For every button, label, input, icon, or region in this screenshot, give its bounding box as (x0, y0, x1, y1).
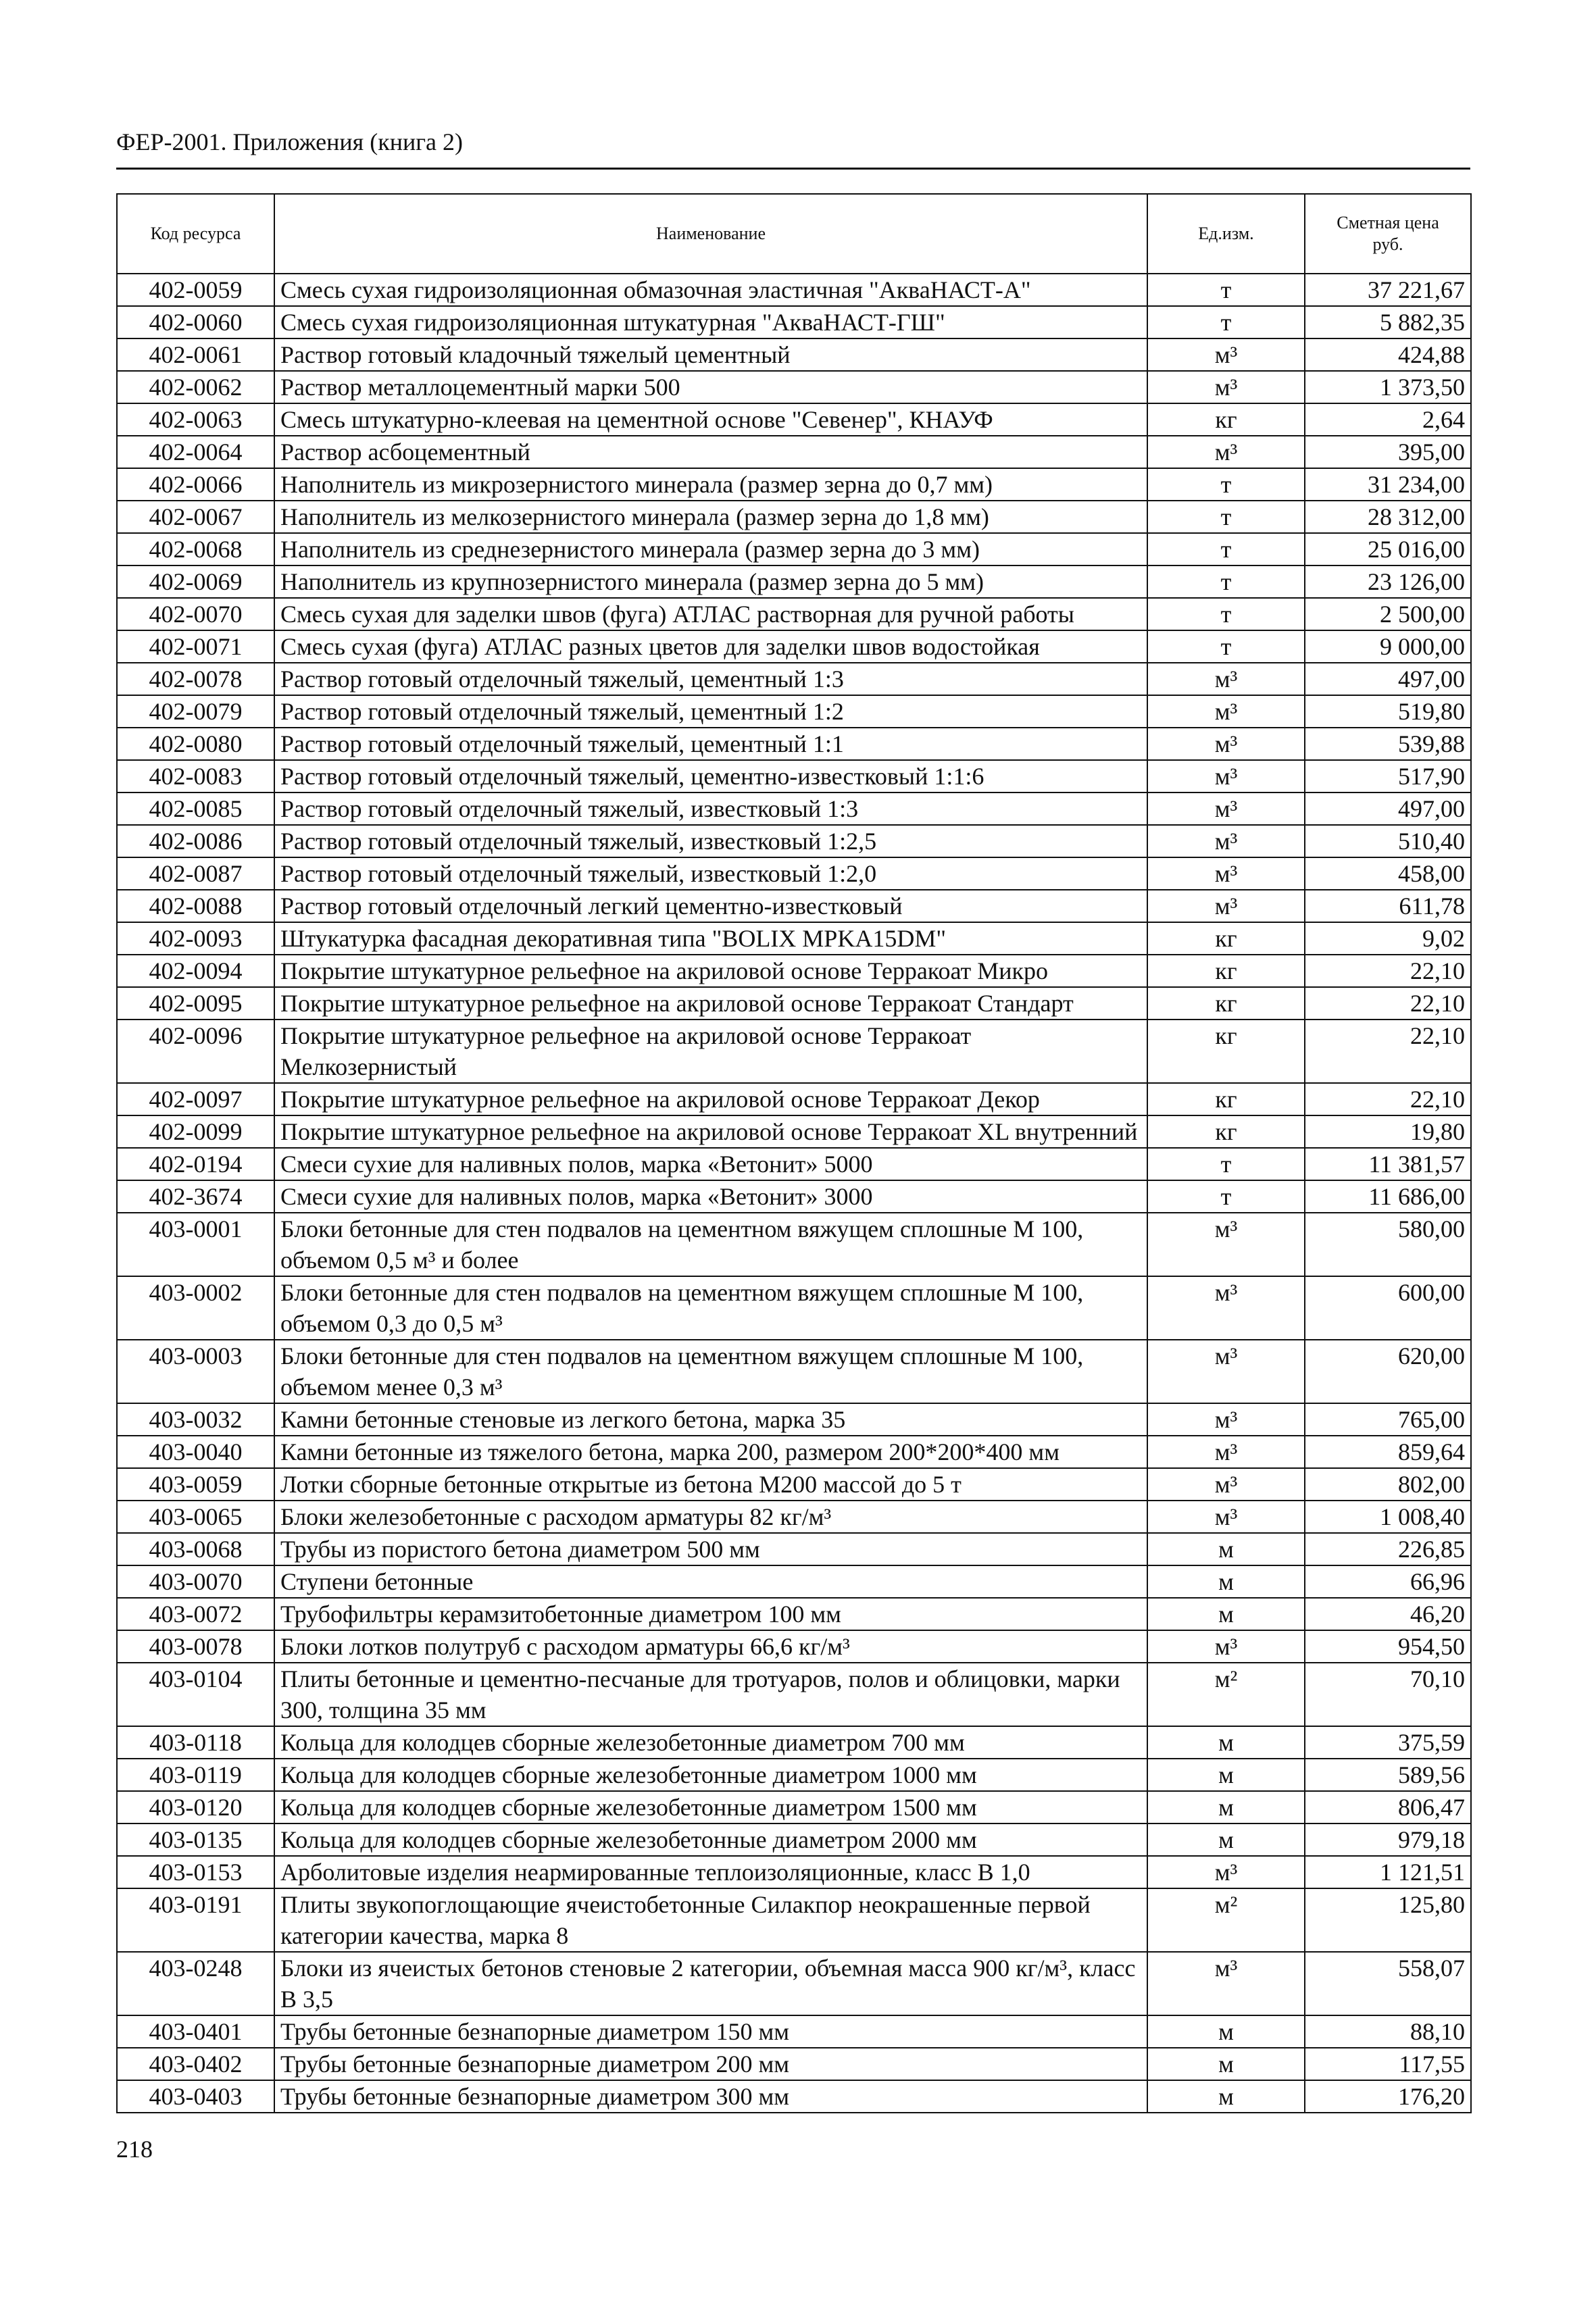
cell-name: Блоки бетонные для стен подвалов на цементном вяжущем сплошные М 100, объемом менее 0,3 м³ (274, 1340, 1147, 1403)
cell-unit: м (1147, 1791, 1305, 1823)
cell-unit: м (1147, 2048, 1305, 2080)
table-row (117, 1598, 1471, 1630)
cell-price: 859,64 (1305, 1436, 1471, 1468)
cell-code: 402-0095 (117, 987, 274, 1020)
cell-code: 402-0068 (117, 533, 274, 565)
table-body (117, 274, 1471, 2113)
cell-unit: м³ (1147, 760, 1305, 793)
cell-unit: м³ (1147, 857, 1305, 890)
cell-unit: м³ (1147, 436, 1305, 468)
cell-price: 1 008,40 (1305, 1501, 1471, 1533)
table-row (117, 468, 1471, 501)
cell-unit: м³ (1147, 663, 1305, 695)
cell-unit: кг (1147, 987, 1305, 1020)
cell-name: Ступени бетонные (274, 1565, 1147, 1598)
cell-code: 403-0065 (117, 1501, 274, 1533)
cell-name: Кольца для колодцев сборные железобетонные диаметром 700 мм (274, 1726, 1147, 1759)
cell-code: 403-0059 (117, 1468, 274, 1501)
cell-price: 802,00 (1305, 1468, 1471, 1501)
cell-name: Раствор асбоцементный (274, 436, 1147, 468)
header-divider (116, 168, 1470, 170)
cell-price: 46,20 (1305, 1598, 1471, 1630)
cell-code: 402-0059 (117, 274, 274, 306)
cell-price: 620,00 (1305, 1340, 1471, 1403)
cell-unit: т (1147, 533, 1305, 565)
table-row (117, 371, 1471, 403)
table-row (117, 1630, 1471, 1663)
cell-unit: м³ (1147, 338, 1305, 371)
cell-price: 125,80 (1305, 1888, 1471, 1952)
cell-unit: м³ (1147, 1856, 1305, 1888)
table-row (117, 306, 1471, 338)
table-row (117, 1468, 1471, 1501)
cell-price: 497,00 (1305, 793, 1471, 825)
table-row (117, 1952, 1471, 2015)
cell-code: 402-0066 (117, 468, 274, 501)
cell-name: Арболитовые изделия неармированные теплоизоляционные, класс В 1,0 (274, 1856, 1147, 1888)
cell-unit: м³ (1147, 1276, 1305, 1340)
cell-price: 22,10 (1305, 1083, 1471, 1115)
cell-name: Кольца для колодцев сборные железобетонные диаметром 1000 мм (274, 1759, 1147, 1791)
table-row (117, 1663, 1471, 1726)
cell-unit: м (1147, 1726, 1305, 1759)
page-header-title: ФЕР-2001. Приложения (книга 2) (116, 128, 463, 155)
table-header-row (117, 194, 1471, 274)
cell-code: 402-0097 (117, 1083, 274, 1115)
cell-name: Наполнитель из крупнозернистого минерала (размер зерна до 5 мм) (274, 565, 1147, 598)
table-row (117, 403, 1471, 436)
table-row (117, 663, 1471, 695)
table-row (117, 2048, 1471, 2080)
cell-unit: т (1147, 306, 1305, 338)
cell-unit: м³ (1147, 371, 1305, 403)
cell-price: 979,18 (1305, 1823, 1471, 1856)
cell-unit: т (1147, 565, 1305, 598)
table-row (117, 630, 1471, 663)
cell-code: 402-0060 (117, 306, 274, 338)
cell-price: 806,47 (1305, 1791, 1471, 1823)
table-row (117, 1823, 1471, 1856)
cell-price: 31 234,00 (1305, 468, 1471, 501)
cell-unit: м³ (1147, 1340, 1305, 1403)
cell-name: Плиты бетонные и цементно-песчаные для тротуаров, полов и облицовки, марки 300, толщина 35 мм (274, 1663, 1147, 1726)
table-row (117, 1726, 1471, 1759)
cell-price: 176,20 (1305, 2080, 1471, 2113)
table-row (117, 1791, 1471, 1823)
cell-code: 403-0119 (117, 1759, 274, 1791)
cell-name: Трубофильтры керамзитобетонные диаметром 100 мм (274, 1598, 1147, 1630)
cell-unit: кг (1147, 1083, 1305, 1115)
cell-name: Раствор готовый отделочный легкий цементно-известковый (274, 890, 1147, 922)
cell-code: 402-0083 (117, 760, 274, 793)
cell-price: 9 000,00 (1305, 630, 1471, 663)
table-row (117, 955, 1471, 987)
cell-code: 402-0062 (117, 371, 274, 403)
cell-code: 402-0061 (117, 338, 274, 371)
cell-unit: м (1147, 2080, 1305, 2113)
table-row (117, 1340, 1471, 1403)
cell-unit: м³ (1147, 1436, 1305, 1468)
cell-price: 1 121,51 (1305, 1856, 1471, 1888)
cell-name: Раствор готовый кладочный тяжелый цементный (274, 338, 1147, 371)
table-row (117, 1436, 1471, 1468)
cell-name: Раствор металлоцементный марки 500 (274, 371, 1147, 403)
cell-name: Наполнитель из мелкозернистого минерала (размер зерна до 1,8 мм) (274, 501, 1147, 533)
cell-unit: м³ (1147, 793, 1305, 825)
column-header-unit: Ед.изм. (1147, 194, 1305, 274)
cell-price: 70,10 (1305, 1663, 1471, 1726)
cell-unit: м (1147, 1598, 1305, 1630)
cell-code: 402-0085 (117, 793, 274, 825)
table-row (117, 2015, 1471, 2048)
cell-code: 402-0087 (117, 857, 274, 890)
cell-code: 403-0120 (117, 1791, 274, 1823)
cell-code: 402-0071 (117, 630, 274, 663)
cell-code: 403-0070 (117, 1565, 274, 1598)
table-row (117, 1148, 1471, 1180)
cell-price: 395,00 (1305, 436, 1471, 468)
table-row (117, 1533, 1471, 1565)
cell-name: Камни бетонные стеновые из легкого бетона, марка 35 (274, 1403, 1147, 1436)
cell-price: 2 500,00 (1305, 598, 1471, 630)
table-row (117, 760, 1471, 793)
cell-code: 402-0064 (117, 436, 274, 468)
cell-name: Раствор готовый отделочный тяжелый, цементный 1:2 (274, 695, 1147, 728)
cell-price: 226,85 (1305, 1533, 1471, 1565)
table-row (117, 857, 1471, 890)
cell-code: 402-0096 (117, 1020, 274, 1083)
cell-code: 402-0079 (117, 695, 274, 728)
cell-price: 375,59 (1305, 1726, 1471, 1759)
column-header-code: Код ресурса (117, 194, 274, 274)
cell-price: 11 686,00 (1305, 1180, 1471, 1213)
table-row (117, 1020, 1471, 1083)
cell-unit: т (1147, 598, 1305, 630)
cell-name: Штукатурка фасадная декоративная типа "BOLIX MPKA15DM" (274, 922, 1147, 955)
cell-unit: кг (1147, 1115, 1305, 1148)
table-row (117, 436, 1471, 468)
column-header-name: Наименование (274, 194, 1147, 274)
table-row (117, 274, 1471, 306)
cell-name: Наполнитель из микрозернистого минерала (размер зерна до 0,7 мм) (274, 468, 1147, 501)
table-row (117, 1180, 1471, 1213)
cell-unit: м² (1147, 1888, 1305, 1952)
cell-price: 2,64 (1305, 403, 1471, 436)
cell-code: 402-0067 (117, 501, 274, 533)
cell-code: 402-3674 (117, 1180, 274, 1213)
cell-name: Лотки сборные бетонные открытые из бетона М200 массой до 5 т (274, 1468, 1147, 1501)
table-row (117, 1276, 1471, 1340)
cell-price: 558,07 (1305, 1952, 1471, 2015)
column-header-price: Сметная цена руб. (1305, 194, 1471, 274)
cell-unit: т (1147, 501, 1305, 533)
cell-price: 458,00 (1305, 857, 1471, 890)
table-row (117, 793, 1471, 825)
cell-name: Кольца для колодцев сборные железобетонные диаметром 1500 мм (274, 1791, 1147, 1823)
cell-unit: м (1147, 1823, 1305, 1856)
cell-name: Смеси сухие для наливных полов, марка «Ветонит» 5000 (274, 1148, 1147, 1180)
cell-code: 402-0094 (117, 955, 274, 987)
cell-name: Блоки лотков полутруб с расходом арматуры 66,6 кг/м³ (274, 1630, 1147, 1663)
cell-code: 402-0078 (117, 663, 274, 695)
cell-price: 19,80 (1305, 1115, 1471, 1148)
cell-code: 402-0194 (117, 1148, 274, 1180)
cell-name: Покрытие штукатурное рельефное на акриловой основе Терракоат Декор (274, 1083, 1147, 1115)
cell-price: 611,78 (1305, 890, 1471, 922)
cell-unit: м² (1147, 1663, 1305, 1726)
cell-code: 403-0078 (117, 1630, 274, 1663)
table-row (117, 1083, 1471, 1115)
cell-name: Покрытие штукатурное рельефное на акриловой основе Терракоат Мелкозернистый (274, 1020, 1147, 1083)
table-row (117, 890, 1471, 922)
cell-name: Раствор готовый отделочный тяжелый, известковый 1:2,0 (274, 857, 1147, 890)
cell-unit: т (1147, 468, 1305, 501)
cell-price: 589,56 (1305, 1759, 1471, 1791)
cell-name: Смесь сухая (фуга) АТЛАС разных цветов для заделки швов водостойкая (274, 630, 1147, 663)
cell-name: Блоки из ячеистых бетонов стеновые 2 категории, объемная масса 900 кг/м³, класс В 3,5 (274, 1952, 1147, 2015)
cell-unit: м (1147, 2015, 1305, 2048)
table-row (117, 1565, 1471, 1598)
cell-code: 403-0040 (117, 1436, 274, 1468)
cell-name: Наполнитель из среднезернистого минерала (размер зерна до 3 мм) (274, 533, 1147, 565)
cell-unit: м³ (1147, 728, 1305, 760)
cell-price: 37 221,67 (1305, 274, 1471, 306)
cell-code: 403-0068 (117, 1533, 274, 1565)
cell-price: 23 126,00 (1305, 565, 1471, 598)
cell-name: Трубы бетонные безнапорные диаметром 150 мм (274, 2015, 1147, 2048)
cell-code: 403-0118 (117, 1726, 274, 1759)
cell-unit: т (1147, 1148, 1305, 1180)
cell-unit: кг (1147, 922, 1305, 955)
cell-name: Блоки бетонные для стен подвалов на цементном вяжущем сплошные М 100, объемом 0,5 м³ и более (274, 1213, 1147, 1276)
table-row (117, 1759, 1471, 1791)
cell-name: Смесь штукатурно-клеевая на цементной основе "Севенер", КНАУФ (274, 403, 1147, 436)
cell-name: Кольца для колодцев сборные железобетонные диаметром 2000 мм (274, 1823, 1147, 1856)
cell-name: Покрытие штукатурное рельефное на акриловой основе Терракоат XL внутренний (274, 1115, 1147, 1148)
cell-name: Блоки железобетонные с расходом арматуры 82 кг/м³ (274, 1501, 1147, 1533)
table-row (117, 1501, 1471, 1533)
cell-name: Раствор готовый отделочный тяжелый, цементно-известковый 1:1:6 (274, 760, 1147, 793)
cell-price: 5 882,35 (1305, 306, 1471, 338)
cell-unit: м (1147, 1759, 1305, 1791)
table-row (117, 987, 1471, 1020)
cell-unit: кг (1147, 403, 1305, 436)
table-row (117, 598, 1471, 630)
cell-code: 402-0070 (117, 598, 274, 630)
table-row (117, 1856, 1471, 1888)
cell-unit: м (1147, 1565, 1305, 1598)
table-row (117, 728, 1471, 760)
cell-unit: м³ (1147, 1630, 1305, 1663)
cell-name: Трубы из пористого бетона диаметром 500 мм (274, 1533, 1147, 1565)
cell-price: 1 373,50 (1305, 371, 1471, 403)
cell-unit: м³ (1147, 1403, 1305, 1436)
table-row (117, 338, 1471, 371)
cell-code: 403-0135 (117, 1823, 274, 1856)
cell-code: 403-0402 (117, 2048, 274, 2080)
cell-code: 402-0099 (117, 1115, 274, 1148)
cell-price: 580,00 (1305, 1213, 1471, 1276)
cell-code: 403-0153 (117, 1856, 274, 1888)
cell-price: 25 016,00 (1305, 533, 1471, 565)
cell-code: 403-0003 (117, 1340, 274, 1403)
cell-code: 403-0403 (117, 2080, 274, 2113)
cell-price: 117,55 (1305, 2048, 1471, 2080)
cell-price: 517,90 (1305, 760, 1471, 793)
cell-code: 403-0072 (117, 1598, 274, 1630)
cell-name: Трубы бетонные безнапорные диаметром 300 мм (274, 2080, 1147, 2113)
cell-price: 539,88 (1305, 728, 1471, 760)
cell-code: 402-0093 (117, 922, 274, 955)
table-row (117, 1403, 1471, 1436)
table-row (117, 1115, 1471, 1148)
cell-unit: м³ (1147, 695, 1305, 728)
cell-unit: т (1147, 630, 1305, 663)
cell-unit: т (1147, 274, 1305, 306)
cell-name: Блоки бетонные для стен подвалов на цементном вяжущем сплошные М 100, объемом 0,3 до 0,5 м³ (274, 1276, 1147, 1340)
cell-price: 66,96 (1305, 1565, 1471, 1598)
table-row (117, 922, 1471, 955)
cell-unit: т (1147, 1180, 1305, 1213)
cell-price: 22,10 (1305, 955, 1471, 987)
cell-code: 403-0104 (117, 1663, 274, 1726)
cell-name: Раствор готовый отделочный тяжелый, цементный 1:3 (274, 663, 1147, 695)
table-row (117, 533, 1471, 565)
cell-code: 403-0248 (117, 1952, 274, 2015)
cell-price: 954,50 (1305, 1630, 1471, 1663)
cell-unit: м³ (1147, 1213, 1305, 1276)
cell-unit: м³ (1147, 825, 1305, 857)
cell-unit: кг (1147, 1020, 1305, 1083)
cell-code: 402-0063 (117, 403, 274, 436)
cell-price: 519,80 (1305, 695, 1471, 728)
cell-unit: м (1147, 1533, 1305, 1565)
table-row (117, 565, 1471, 598)
cell-price: 600,00 (1305, 1276, 1471, 1340)
cell-price: 510,40 (1305, 825, 1471, 857)
cell-code: 403-0401 (117, 2015, 274, 2048)
cell-price: 88,10 (1305, 2015, 1471, 2048)
cell-name: Смесь сухая гидроизоляционная обмазочная эластичная "АкваНАСТ-А" (274, 274, 1147, 306)
cell-name: Покрытие штукатурное рельефное на акриловой основе Терракоат Микро (274, 955, 1147, 987)
cell-price: 497,00 (1305, 663, 1471, 695)
cell-name: Покрытие штукатурное рельефное на акриловой основе Терракоат Стандарт (274, 987, 1147, 1020)
table-row (117, 825, 1471, 857)
cell-price: 11 381,57 (1305, 1148, 1471, 1180)
cell-code: 402-0086 (117, 825, 274, 857)
cell-price: 22,10 (1305, 987, 1471, 1020)
cell-unit: м³ (1147, 1468, 1305, 1501)
cell-code: 403-0191 (117, 1888, 274, 1952)
cell-name: Плиты звукопоглощающие ячеистобетонные Силакпор неокрашенные первой категории качества, марка 8 (274, 1888, 1147, 1952)
cell-name: Смеси сухие для наливных полов, марка «Ветонит» 3000 (274, 1180, 1147, 1213)
cell-unit: кг (1147, 955, 1305, 987)
table-row (117, 501, 1471, 533)
table-row (117, 1213, 1471, 1276)
table-row (117, 2080, 1471, 2113)
cell-code: 402-0088 (117, 890, 274, 922)
cell-code: 403-0032 (117, 1403, 274, 1436)
cell-unit: м³ (1147, 1501, 1305, 1533)
cell-name: Смесь сухая гидроизоляционная штукатурная "АкваНАСТ-ГШ" (274, 306, 1147, 338)
cell-name: Раствор готовый отделочный тяжелый, известковый 1:2,5 (274, 825, 1147, 857)
cell-name: Раствор готовый отделочный тяжелый, цементный 1:1 (274, 728, 1147, 760)
table-row (117, 695, 1471, 728)
cell-name: Трубы бетонные безнапорные диаметром 200 мм (274, 2048, 1147, 2080)
cell-code: 403-0002 (117, 1276, 274, 1340)
cell-price: 424,88 (1305, 338, 1471, 371)
cell-unit: м³ (1147, 1952, 1305, 2015)
table-row (117, 1888, 1471, 1952)
cell-price: 9,02 (1305, 922, 1471, 955)
cell-price: 765,00 (1305, 1403, 1471, 1436)
resource-price-table (116, 193, 1472, 2113)
cell-name: Смесь сухая для заделки швов (фуга) АТЛАС растворная для ручной работы (274, 598, 1147, 630)
cell-unit: м³ (1147, 890, 1305, 922)
cell-code: 403-0001 (117, 1213, 274, 1276)
cell-code: 402-0080 (117, 728, 274, 760)
cell-name: Камни бетонные из тяжелого бетона, марка 200, размером 200*200*400 мм (274, 1436, 1147, 1468)
cell-name: Раствор готовый отделочный тяжелый, известковый 1:3 (274, 793, 1147, 825)
cell-price: 28 312,00 (1305, 501, 1471, 533)
cell-price: 22,10 (1305, 1020, 1471, 1083)
page-number: 218 (116, 2136, 153, 2163)
cell-code: 402-0069 (117, 565, 274, 598)
